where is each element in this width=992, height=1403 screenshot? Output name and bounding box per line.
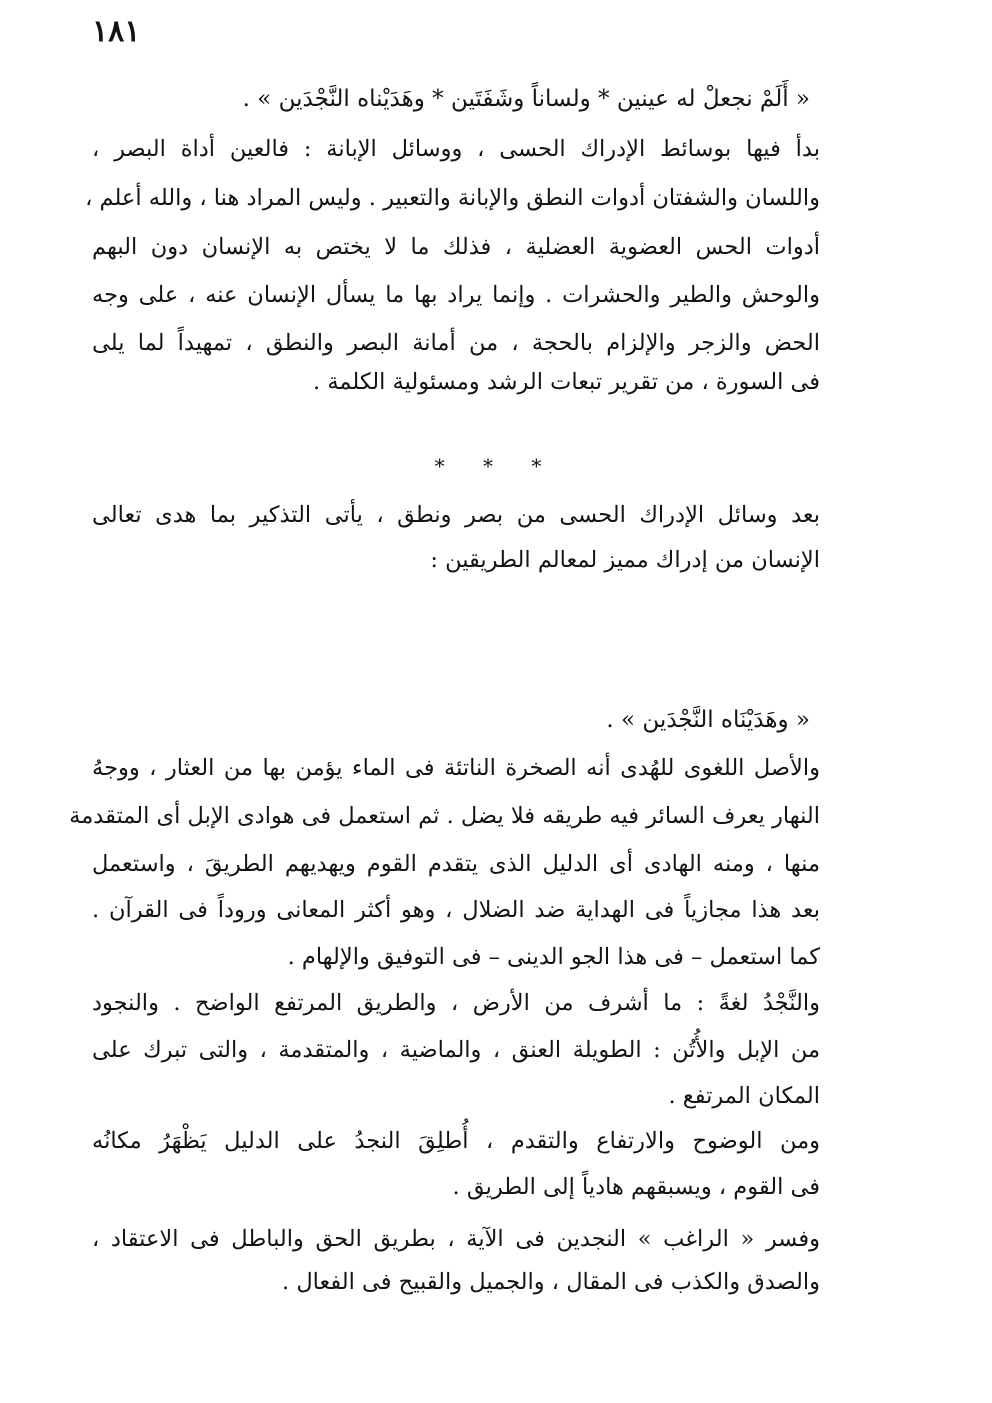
- text-line: والصدق والكذب فى المقال ، والجميل والقبيح فى الفعال .: [282, 1269, 820, 1295]
- text-line: منها ، ومنه الهادى أى الدليل الذى يتقدم القوم ويهديهم الطريقَ ، واستعمل: [92, 851, 820, 877]
- page-number: ١٨١: [92, 14, 141, 49]
- text-line: والأصل اللغوى للهُدى أنه الصخرة الناتئة فى الماء يؤمن بها من العثار ، ووجهُ: [92, 755, 820, 781]
- text-line: وفسر « الراغب » النجدين فى الآية ، بطريق الحق والباطل فى الاعتقاد ،: [92, 1226, 820, 1252]
- text-line: النهار يعرف السائر فيه طريقه فلا يضل . ثم استعمل فى هوادى الإبل أى المتقدمة: [69, 803, 820, 829]
- text-line: أدوات الحس العضوية العضلية ، فذلك ما لا يختص به الإنسان دون البهم: [92, 234, 820, 260]
- text-line: والنَّجْدُ لغةً : ما أشرف من الأرض ، والطريق المرتفع الواضح . والنجود: [92, 990, 820, 1016]
- text-line: ومن الوضوح والارتفاع والتقدم ، أُطلِقَ النجدُ على الدليل يَظْهَرُ مكانُه: [92, 1128, 820, 1154]
- verse-quote-1: « أَلَمْ نجعلْ له عينين * ولساناً وشَفَتَين * وهَدَيْناه النَّجْدَين » .: [242, 86, 810, 112]
- text-line: فى القوم ، ويسبقهم هادياً إلى الطريق .: [452, 1174, 820, 1200]
- section-separator: * * *: [434, 454, 558, 478]
- text-line: والوحش والطير والحشرات . وإنما يراد بها ما يسأل الإنسان عنه ، على وجه: [92, 282, 820, 308]
- text-line: بعد هذا مجازياً فى الهداية ضد الضلال ، وهو أكثر المعانى وروداً فى القرآن .: [92, 897, 820, 923]
- text-line: الحض والزجر والإلزام بالحجة ، من أمانة البصر والنطق ، تمهيداً لما يلى: [92, 330, 820, 356]
- text-line: بعد وسائل الإدراك الحسى من بصر ونطق ، يأتى التذكير بما هدى تعالى: [92, 502, 820, 528]
- text-line: فى السورة ، من تقرير تبعات الرشد ومسئولية الكلمة .: [313, 369, 820, 395]
- text-line: كما استعمل – فى هذا الجو الدينى – فى التوفيق والإلهام .: [287, 944, 820, 970]
- text-line: بدأ فيها بوسائط الإدراك الحسى ، ووسائل الإبانة : فالعين أداة البصر ،: [92, 136, 820, 162]
- text-line: الإنسان من إدراك مميز لمعالم الطريقين :: [430, 547, 820, 573]
- verse-quote-2: « وهَدَيْنَاه النَّجْدَين » .: [606, 707, 810, 733]
- text-line: من الإبل والأُتُن : الطويلة العنق ، والماضية ، والمتقدمة ، والتى تبرك على: [92, 1037, 820, 1063]
- text-line: المكان المرتفع .: [668, 1083, 820, 1109]
- text-line: واللسان والشفتان أدوات النطق والإبانة والتعبير . وليس المراد هنا ، والله أعلم ،: [85, 185, 820, 211]
